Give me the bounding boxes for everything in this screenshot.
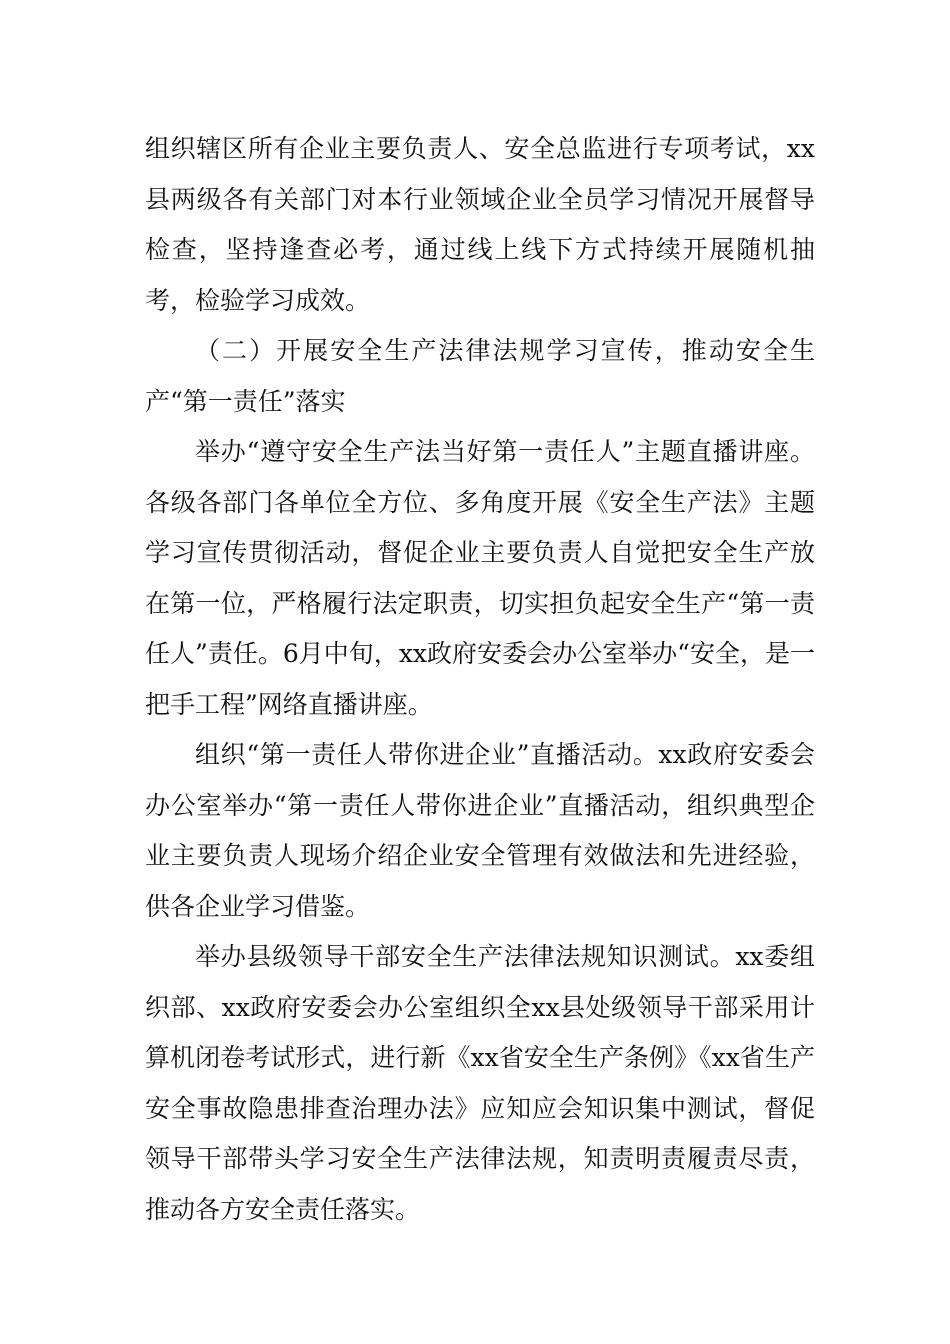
paragraph-exam-supervision: 组织辖区所有企业主要负责人、安全总监进行专项考试，xx县两级各有关部门对本行业领域企业全员学习情况开展督导检查，坚持逢查必考，通过线上线下方式持续开展随机抽考，检验学习成效。: [145, 134, 815, 315]
paragraph-leader-test: 举办县级领导干部安全生产法律法规知识测试。xx委组织部、xx政府安委会办公室组织全xx县处级领导干部采用计算机闭卷考试形式，进行新《xx省安全生产条例》《xx省生产安全事故隐患排查治理办法》应知应会知识集中测试，督促领导干部带头学习安全生产法律法规，知责明责履责尽责，推动各方安全责任落实。: [145, 942, 815, 1224]
paragraph-live-lecture: 举办“遵守安全生产法当好第一责任人”主题直播讲座。各级各部门各单位全方位、多角度开展《安全生产法》主题学习宣传贯彻活动，督促企业主要负责人自觉把安全生产放在第一位，严格履行法定职责，切实担负起安全生产“第一责任人”责任。6月中旬，xx政府安委会办公室举办“安全，是一把手工程”网络直播讲座。: [145, 437, 815, 719]
section-heading-2: （二）开展安全生产法律法规学习宣传，推动安全生产“第一责任”落实: [145, 336, 815, 416]
paragraph-enterprise-livestream: 组织“第一责任人带你进企业”直播活动。xx政府安委会办公室举办“第一责任人带你进企业”直播活动，组织典型企业主要负责人现场介绍企业安全管理有效做法和先进经验，供各企业学习借鉴。: [145, 740, 815, 921]
document-body: [145, 124, 815, 1235]
